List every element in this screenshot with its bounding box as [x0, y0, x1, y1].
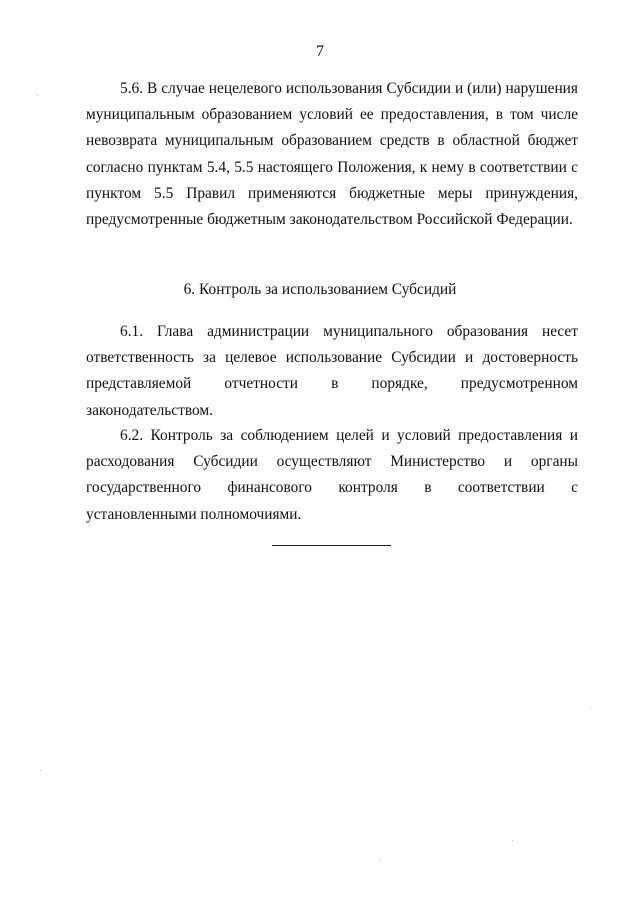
- paragraph-6-1: 6.1. Глава администрации муниципального образования несет ответственность за целевое использование Субсидии и достоверность представляемой отчетности в порядке, предусмотренном законодательством.: [86, 323, 578, 419]
- scan-speck: [380, 860, 381, 861]
- paragraph-6-2: 6.2. Контроль за соблюдением целей и условий предоставления и расходования Субсидии осуществляют Министерство и органы государственного финансового контроля в соответствии с установленными полномочиями.: [86, 427, 578, 523]
- scan-speck: [512, 840, 513, 841]
- page-number: 7: [316, 43, 324, 60]
- scan-speck: [590, 708, 591, 709]
- scan-speck: [37, 95, 38, 96]
- paragraph-5-6: 5.6. В случае нецелевого использования Субсидии и (или) нарушения муниципальным образованием условий ее предоставления, в том числе невозврата муниципальным образованием средств в областной бюджет согласно пунктам 5.4, 5.5 настоящего Положения, к нему в соответствии с пунктом 5.5 Правил применяются бюджетные меры принуждения, предусмотренные бюджетным законодательством Российской Федерации.: [86, 80, 578, 229]
- section-6-heading: 6. Контроль за использованием Субсидий: [183, 281, 457, 298]
- end-divider-line: [272, 545, 391, 546]
- scan-speck: [40, 770, 41, 771]
